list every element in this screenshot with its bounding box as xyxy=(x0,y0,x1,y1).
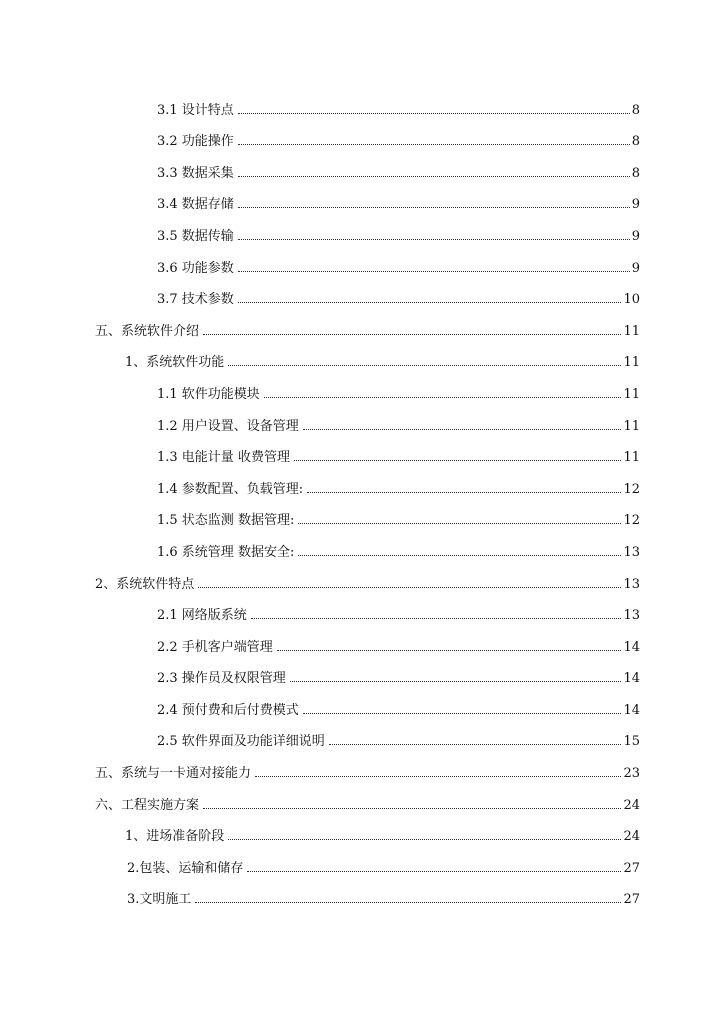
toc-entry[interactable] xyxy=(0,655,724,687)
toc-entry[interactable] xyxy=(0,307,724,339)
toc-entry-page: 13 xyxy=(623,544,640,560)
dot-leader xyxy=(255,776,621,777)
toc-entry[interactable] xyxy=(0,876,724,908)
toc-entry-page: 12 xyxy=(623,513,640,529)
toc-entry[interactable] xyxy=(0,781,724,813)
toc-entry-label: 2.包装、运输和储存 xyxy=(127,860,244,876)
toc-entry-label: 3.3 数据采集 xyxy=(157,165,234,181)
toc-entry[interactable] xyxy=(0,749,724,781)
toc-entry[interactable] xyxy=(0,623,724,655)
dot-leader xyxy=(238,271,630,272)
toc-entry-page: 14 xyxy=(623,639,640,655)
toc-entry[interactable] xyxy=(0,244,724,276)
toc-entry-page: 13 xyxy=(623,608,640,624)
toc-entry-page: 9 xyxy=(631,228,640,244)
toc-entry-label: 3.2 功能操作 xyxy=(157,134,234,150)
dot-leader xyxy=(290,681,622,682)
toc-entry[interactable] xyxy=(0,434,724,466)
toc-entry-label: 2.1 网络版系统 xyxy=(157,608,247,624)
toc-entry[interactable] xyxy=(0,718,724,750)
dot-leader xyxy=(298,523,621,524)
toc-entry-label: 1.3 电能计量 收费管理 xyxy=(157,450,290,466)
toc-entry[interactable] xyxy=(0,149,724,181)
dot-leader xyxy=(251,618,622,619)
dot-leader xyxy=(198,587,621,588)
dot-leader xyxy=(303,713,622,714)
toc-entry[interactable] xyxy=(0,844,724,876)
toc-entry[interactable] xyxy=(0,339,724,371)
toc-entry-page: 8 xyxy=(631,134,640,150)
toc-entry-label: 3.5 数据传输 xyxy=(157,228,234,244)
toc-entry-page: 9 xyxy=(631,260,640,276)
toc-entry-label: 1、系统软件功能 xyxy=(125,355,225,371)
toc-entry[interactable] xyxy=(0,181,724,213)
toc-entry-page: 11 xyxy=(623,355,640,371)
dot-leader xyxy=(264,397,622,398)
toc-entry[interactable] xyxy=(0,813,724,845)
toc-entry-label: 1、进场准备阶段 xyxy=(125,829,225,845)
dot-leader xyxy=(329,744,622,745)
toc-entry-page: 24 xyxy=(623,829,640,845)
toc-entry-label: 六、工程实施方案 xyxy=(95,797,200,813)
dot-leader xyxy=(307,492,621,493)
toc-entry-label: 1.2 用户设置、设备管理 xyxy=(157,418,299,434)
dot-leader xyxy=(195,902,621,903)
toc-entry-label: 3.6 功能参数 xyxy=(157,260,234,276)
dot-leader xyxy=(247,871,621,872)
toc-entry-page: 23 xyxy=(623,766,640,782)
dot-leader xyxy=(228,839,621,840)
toc-entry-page: 14 xyxy=(623,702,640,718)
toc-entry[interactable] xyxy=(0,212,724,244)
toc-entry-page: 13 xyxy=(623,576,640,592)
dot-leader xyxy=(228,365,621,366)
dot-leader xyxy=(238,302,622,303)
dot-leader xyxy=(203,808,621,809)
toc-entry-page: 27 xyxy=(623,860,640,876)
dot-leader xyxy=(294,460,622,461)
toc-entry-page: 12 xyxy=(623,481,640,497)
toc-entry-page: 10 xyxy=(623,292,640,308)
table-of-contents xyxy=(0,86,724,907)
toc-entry-label: 五、系统与一卡通对接能力 xyxy=(95,766,252,782)
toc-entry-label: 1.6 系统管理 数据安全: xyxy=(157,544,295,560)
toc-entry-label: 1.5 状态监测 数据管理: xyxy=(157,513,295,529)
toc-entry-label: 3.1 设计特点 xyxy=(157,102,234,118)
toc-entry-label: 3.文明施工 xyxy=(127,892,192,908)
toc-entry-label: 五、系统软件介绍 xyxy=(95,323,200,339)
toc-entry-label: 3.4 数据存储 xyxy=(157,197,234,213)
toc-entry[interactable] xyxy=(0,497,724,529)
toc-entry-page: 27 xyxy=(623,892,640,908)
toc-entry[interactable] xyxy=(0,686,724,718)
toc-entry-label: 2.4 预付费和后付费模式 xyxy=(157,702,299,718)
toc-entry-label: 2.2 手机客户端管理 xyxy=(157,639,273,655)
dot-leader xyxy=(298,555,621,556)
toc-entry-page: 11 xyxy=(623,323,640,339)
dot-leader xyxy=(238,207,630,208)
toc-entry[interactable] xyxy=(0,86,724,118)
dot-leader xyxy=(303,429,622,430)
dot-leader xyxy=(203,334,621,335)
toc-entry[interactable] xyxy=(0,370,724,402)
toc-entry-page: 8 xyxy=(631,165,640,181)
toc-entry-label: 2.3 操作员及权限管理 xyxy=(157,671,286,687)
toc-entry-label: 3.7 技术参数 xyxy=(157,292,234,308)
toc-entry[interactable] xyxy=(0,465,724,497)
dot-leader xyxy=(277,650,622,651)
toc-entry[interactable] xyxy=(0,276,724,308)
toc-entry-page: 15 xyxy=(623,734,640,750)
toc-entry-label: 1.1 软件功能模块 xyxy=(157,386,260,402)
toc-entry[interactable] xyxy=(0,118,724,150)
toc-entry-page: 8 xyxy=(631,102,640,118)
toc-entry-page: 11 xyxy=(623,418,640,434)
dot-leader xyxy=(238,176,630,177)
dot-leader xyxy=(238,239,630,240)
toc-entry[interactable] xyxy=(0,402,724,434)
toc-entry-page: 11 xyxy=(623,450,640,466)
dot-leader xyxy=(238,113,630,114)
toc-entry-label: 2.5 软件界面及功能详细说明 xyxy=(157,734,325,750)
toc-entry-label: 2、系统软件特点 xyxy=(95,576,195,592)
toc-entry[interactable] xyxy=(0,560,724,592)
toc-entry-page: 9 xyxy=(631,197,640,213)
dot-leader xyxy=(238,144,630,145)
toc-entry-page: 14 xyxy=(623,671,640,687)
toc-entry-page: 11 xyxy=(623,386,640,402)
toc-entry[interactable] xyxy=(0,528,724,560)
toc-entry-page: 24 xyxy=(623,797,640,813)
toc-entry-label: 1.4 参数配置、负载管理: xyxy=(157,481,304,497)
toc-entry[interactable] xyxy=(0,592,724,624)
